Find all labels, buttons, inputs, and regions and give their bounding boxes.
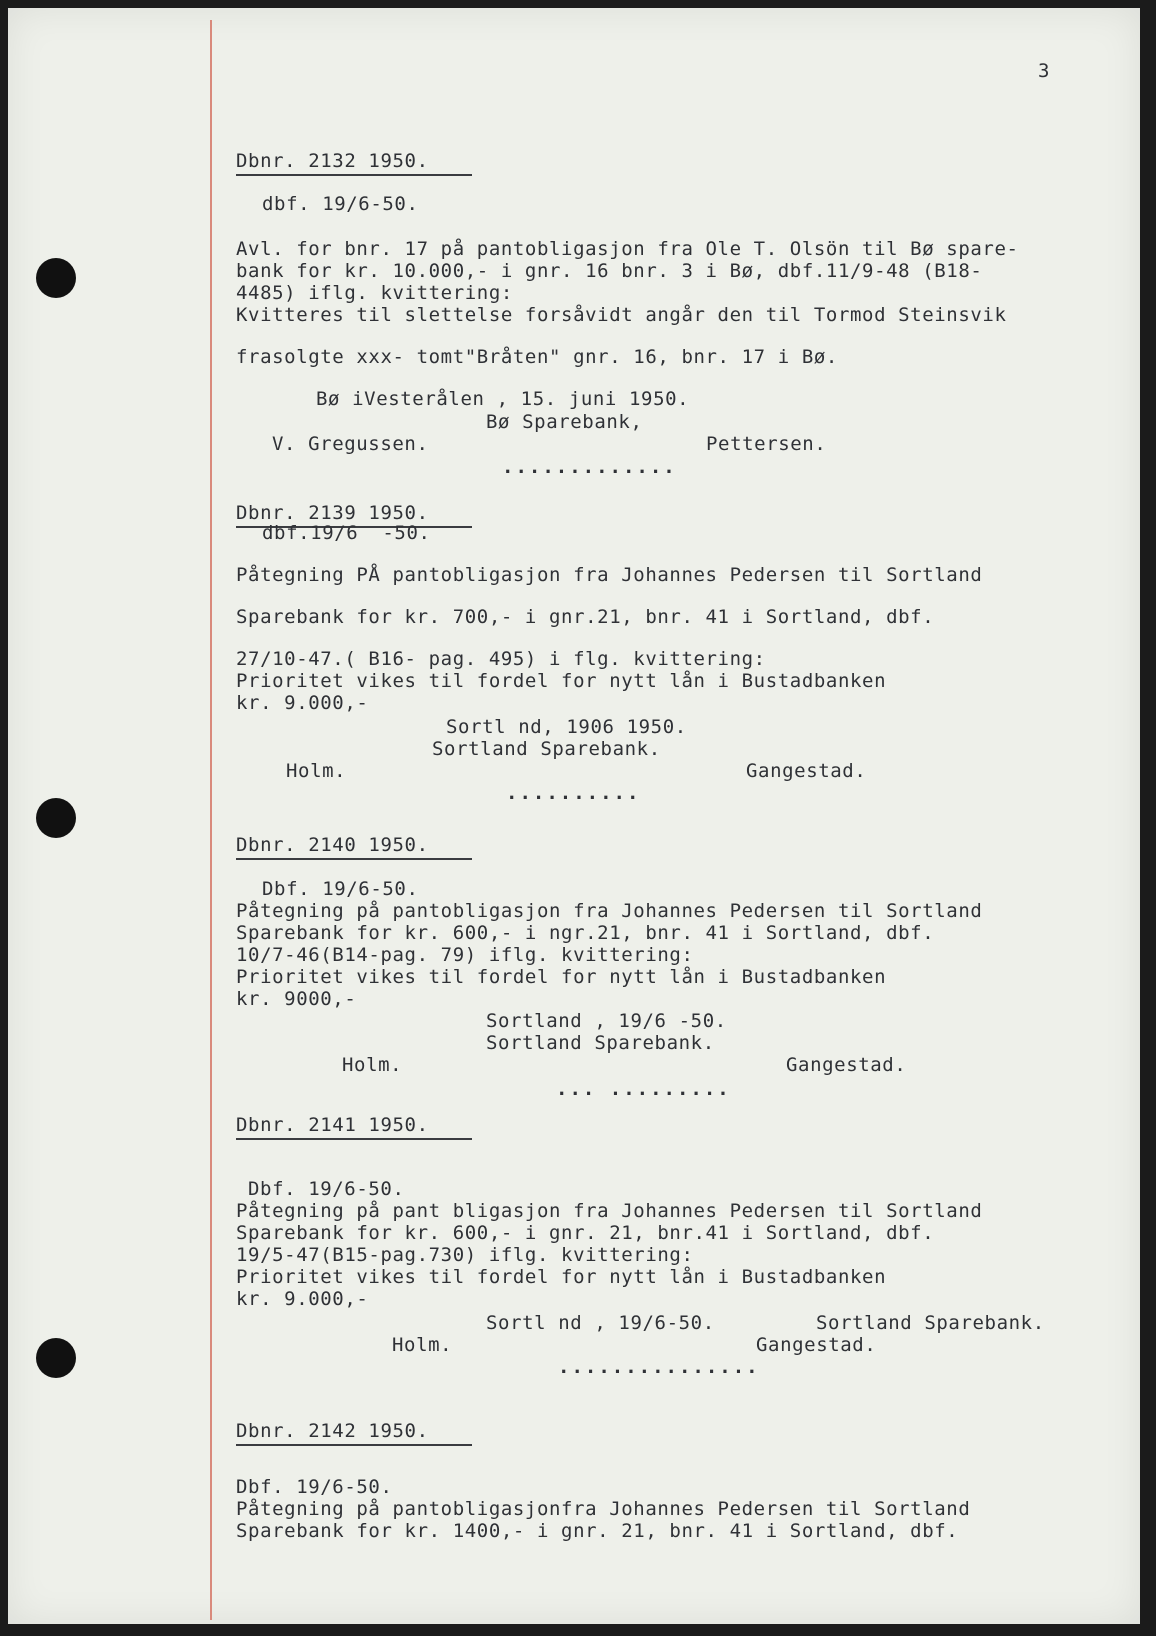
- heading-underline: [236, 1138, 472, 1140]
- entry-line: Påtegning på pantobligasjonfra Johannes Pedersen til Sortland: [236, 1498, 971, 1520]
- entry-line: 27/10-47.( B16- pag. 495) i flg. kvittering:: [236, 648, 766, 670]
- entry-line: Sortland Sparebank.: [816, 1312, 1045, 1334]
- signature-line: Gangestad.: [756, 1334, 877, 1356]
- entry-line: kr. 9000,-: [236, 988, 357, 1010]
- entry-line: Sortland Sparebank.: [432, 738, 661, 760]
- heading-underline: [236, 1444, 472, 1446]
- punch-hole: [36, 258, 76, 298]
- entry-line: Bø Sparebank,: [486, 411, 643, 433]
- entry-line: kr. 9.000,-: [236, 692, 369, 714]
- entry-line: Prioritet vikes til fordel for nytt lån i Bustadbanken: [236, 670, 887, 692]
- signature-line: Holm.: [286, 760, 347, 782]
- entry-line: Påtegning på pant bligasjon fra Johannes Pedersen til Sortland: [236, 1200, 983, 1222]
- entry-line: Bø iVesterålen , 15. juni 1950.: [316, 388, 690, 410]
- signature-line: Gangestad.: [746, 760, 867, 782]
- entry-line: Dbf. 19/6-50.: [248, 1178, 405, 1200]
- entry-line: 10/7-46(B14-pag. 79) iflg. kvittering:: [236, 944, 694, 966]
- entry-heading: Dbnr. 2140 1950.: [236, 834, 429, 856]
- entry-line: Sparebank for kr. 600,- i ngr.21, bnr. 41 i Sortland, dbf.: [236, 922, 935, 944]
- entry-line: Sortland , 19/6 -50.: [486, 1010, 727, 1032]
- entry-line: Prioritet vikes til fordel for nytt lån i Bustadbanken: [236, 966, 887, 988]
- entry-line: Sortl nd , 19/6-50.: [486, 1312, 715, 1334]
- entry-line: bank for kr. 10.000,- i gnr. 16 bnr. 3 i Bø, dbf.11/9-48 (B18-: [236, 260, 983, 282]
- signature-line: Pettersen.: [706, 433, 827, 455]
- document-page: [8, 8, 1140, 1624]
- signature-line: V. Gregussen.: [272, 433, 429, 455]
- entry-line: frasolgte xxx- tomt"Bråten" gnr. 16, bnr. 17 i Bø.: [236, 346, 838, 368]
- entry-line: Dbf. 19/6-50.: [236, 1476, 393, 1498]
- entry-line: 19/5-47(B15-pag.730) iflg. kvittering:: [236, 1244, 694, 1266]
- entry-line: dbf. 19/6-50.: [262, 193, 419, 215]
- entry-line: Sortl nd, 1906 1950.: [446, 716, 687, 738]
- signature-line: Holm.: [392, 1334, 453, 1356]
- separator-dots: ...............: [558, 1356, 760, 1378]
- entry-line: Sparebank for kr. 1400,- i gnr. 21, bnr. 41 i Sortland, dbf.: [236, 1520, 959, 1542]
- entry-line: 4485) iflg. kvittering:: [236, 282, 513, 304]
- entry-line: Avl. for bnr. 17 på pantobligasjon fra Ole T. Olsön til Bø spare-: [236, 238, 1019, 260]
- page-number: 3: [1038, 60, 1050, 82]
- separator-dots: ... .........: [556, 1078, 731, 1100]
- signature-line: Holm.: [342, 1054, 403, 1076]
- separator-dots: .............: [502, 456, 677, 478]
- entry-line: Prioritet vikes til fordel for nytt lån i Bustadbanken: [236, 1266, 887, 1288]
- entry-line: Sparebank for kr. 600,- i gnr. 21, bnr.41 i Sortland, dbf.: [236, 1222, 935, 1244]
- entry-heading: Dbnr. 2141 1950.: [236, 1114, 429, 1136]
- signature-line: Gangestad.: [786, 1054, 907, 1076]
- entry-heading: Dbnr. 2142 1950.: [236, 1420, 429, 1442]
- punch-hole: [36, 798, 76, 838]
- entry-line: kr. 9.000,-: [236, 1288, 369, 1310]
- punch-hole: [36, 1338, 76, 1378]
- entry-line: Sparebank for kr. 700,- i gnr.21, bnr. 41 i Sortland, dbf.: [236, 606, 935, 628]
- entry-line: Påtegning PÅ pantobligasjon fra Johannes Pedersen til Sortland: [236, 564, 983, 586]
- separator-dots: ..........: [506, 782, 641, 804]
- entry-heading: Dbnr. 2139 1950.: [236, 502, 429, 524]
- entry-heading: Dbnr. 2132 1950.: [236, 150, 429, 172]
- entry-line: Dbf. 19/6-50.: [262, 878, 419, 900]
- heading-underline: [236, 858, 472, 860]
- entry-line: Sortland Sparebank.: [486, 1032, 715, 1054]
- entry-line: dbf.19/6 -50.: [262, 522, 431, 544]
- margin-rule: [210, 20, 212, 1620]
- entry-line: Påtegning på pantobligasjon fra Johannes Pedersen til Sortland: [236, 900, 983, 922]
- entry-line: Kvitteres til slettelse forsåvidt angår den til Tormod Steinsvik: [236, 304, 1007, 326]
- heading-underline: [236, 174, 472, 176]
